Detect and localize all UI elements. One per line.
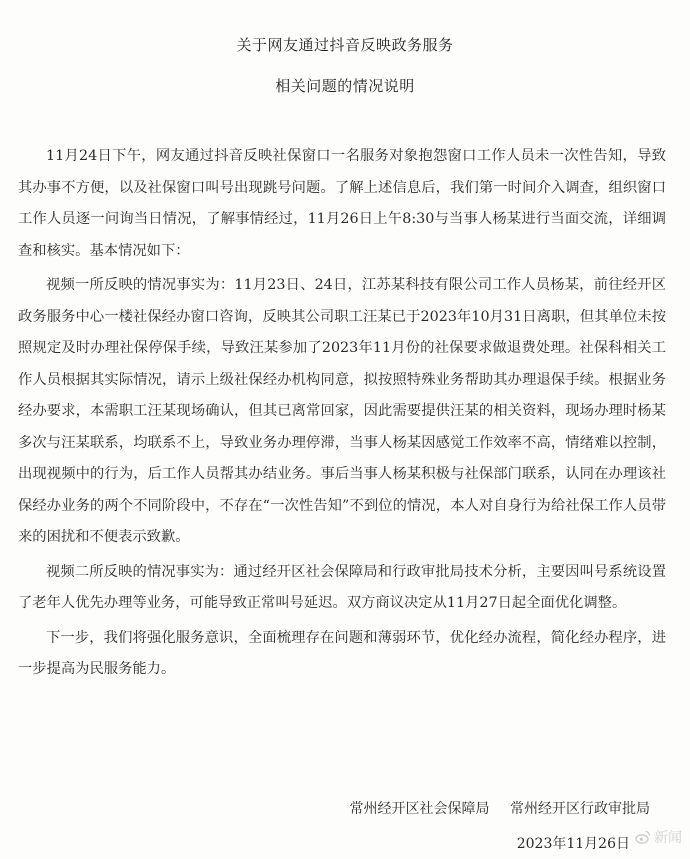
watermark [635, 827, 682, 847]
document-date: 2023年11月26日 [516, 836, 630, 852]
paragraph-next-steps: 下一步，我们将强化服务意识，全面梳理存在问题和薄弱环节，优化经办流程，简化经办程序，进一步提高为民服务能力。 [18, 629, 666, 677]
watermark-text: 新闻 [654, 830, 682, 846]
signatory-social-security-bureau: 常州经开区社会保障局 [349, 801, 490, 817]
document-body [18, 141, 666, 689]
signatories [350, 798, 650, 818]
paragraph-video-two: 视频二所反映的情况事实为：通过经开区社会保障局和行政审批局技术分析，主要因叫号系统设置了老年人优先办理等业务，可能导致正常叫号延迟。双方商议决定从11月27日起全面优化调整。 [18, 563, 666, 611]
paragraph-video-one: 视频一所反映的情况事实为：11月23日、24日，江苏某科技有限公司工作人员杨某，前往经开区政务服务中心一楼社保经办窗口咨询，反映其公司职工汪某已于2023年10月31日离职，但其单位未按照规定及时办理社保停保手续，导致汪某参加了2023年11月份的社保要求做退费处理。社保科相关工作人员根据其实际情况，请示上级社保经办机构同意，拟按照特殊业务帮助其办理退保手续。根据业务经办要求，本需职工汪某现场确认，但其已离常回家，因此需要提供汪某的相关资料，现场办理时杨某多次与汪某联系，均联系不上，导致业务办理停滞，当事人杨某因感觉工作效率不高，情绪难以控制，出现视频中的行为，后工作人员帮其办结业务。事后当事人杨某积极与社保部门联系，认同在办理该社保经办业务的两个不同阶段中，不存在“一次性告知”不到位的情况，本人对自身行为给社保工作人员带来的困扰和不便表示致歉。 [18, 277, 666, 545]
document-title-line-1: 关于网友通过抖音反映政务服务 [236, 36, 454, 54]
weibo-logo-icon [635, 829, 651, 845]
document-title-line-2: 相关问题的情况说明 [275, 77, 415, 95]
paragraph-intro: 11月24日下午，网友通过抖音反映社保窗口一名服务对象抱怨窗口工作人员未一次性告知，导致其办事不方便，以及社保窗口叫号出现跳号问题。了解上述信息后，我们第一时间介入调查，组织窗口工作人员逐一问询当日情况，了解事情经过，11月26日上午8:30与当事人杨某进行当面交流，详细调查和核实。基本情况如下： [18, 148, 666, 259]
signatory-administrative-approval-bureau: 常州经开区行政审批局 [510, 801, 650, 817]
